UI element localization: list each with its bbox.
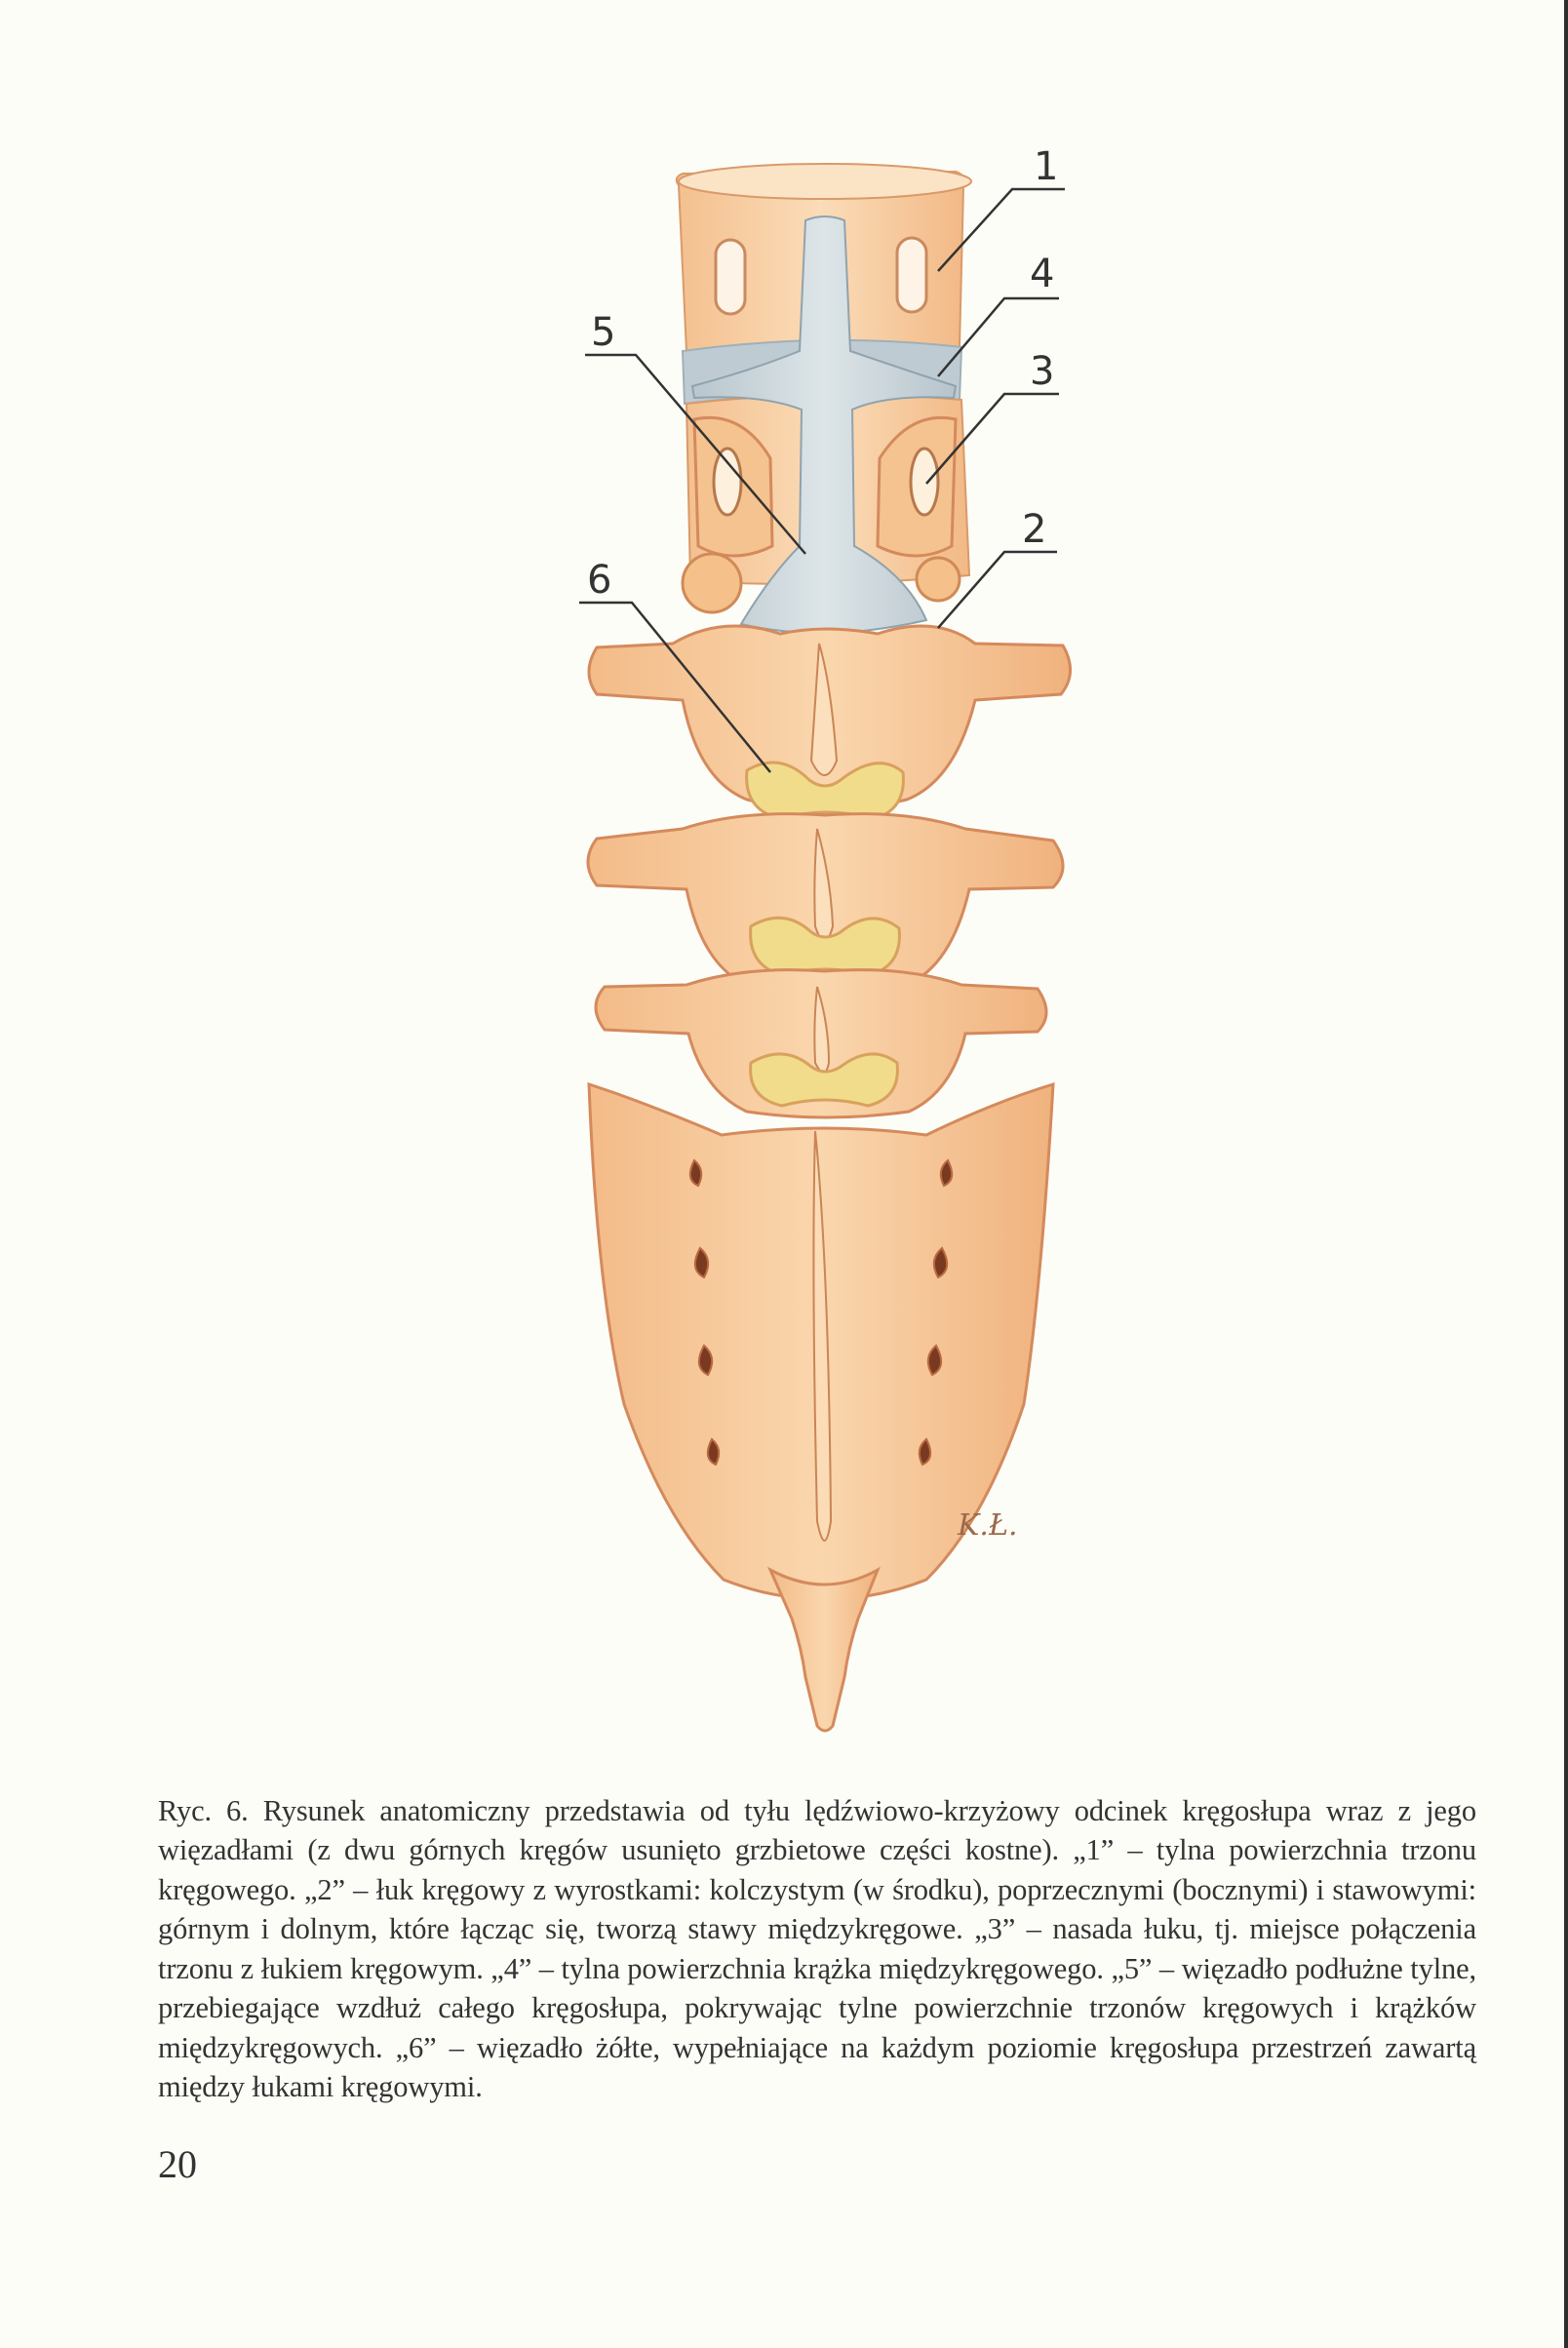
figure-label-6: 6 xyxy=(587,558,612,603)
figure-caption: Ryc. 6. Rysunek anatomiczny przedstawia od tyłu lędźwiowo-krzyżowy odcinek kręgosłupa wraz z jego więzadłami (z dwu górnych kręgów usunięto grzbietowe części kostne). „1” – tylna powierzchnia trzonu kręgowego. „2” – łuk kręgowy z wyrostkami: kolczystym (w środku), poprzecznymi (bocznymi) i stawowymi: górnym i dolnym, które łącząc się, tworzą stawy międzykręgowe. „3” – nasada łuku, tj. miejsce połączenia trzonu z łukiem kręgowym. „4” – tylna powierzchnia krążka międzykręgowego. „5” – więzadło podłużne tylne, przebiegające wzdłuż całego kręgosłupa, pokrywając tylne powierzchnie trzonów kręgowych i krążków międzykręgowych. „6” – więzadło żółte, wypełniające na każdym poziomie kręgosłupa przestrzeń zawartą między łukami kręgowymi. xyxy=(158,1793,1476,2103)
figure-label-4: 4 xyxy=(1030,252,1055,296)
coccyx xyxy=(770,1570,878,1731)
figure-label-1: 1 xyxy=(1034,144,1059,189)
artist-signature: K.Ł. xyxy=(958,1508,1018,1543)
figure-label-5: 5 xyxy=(591,310,616,355)
figure-label-2: 2 xyxy=(1022,507,1047,552)
lumbar-vertebra-1 xyxy=(589,626,1071,809)
figure-label-3: 3 xyxy=(1030,349,1055,394)
page-number: 20 xyxy=(158,2142,197,2186)
